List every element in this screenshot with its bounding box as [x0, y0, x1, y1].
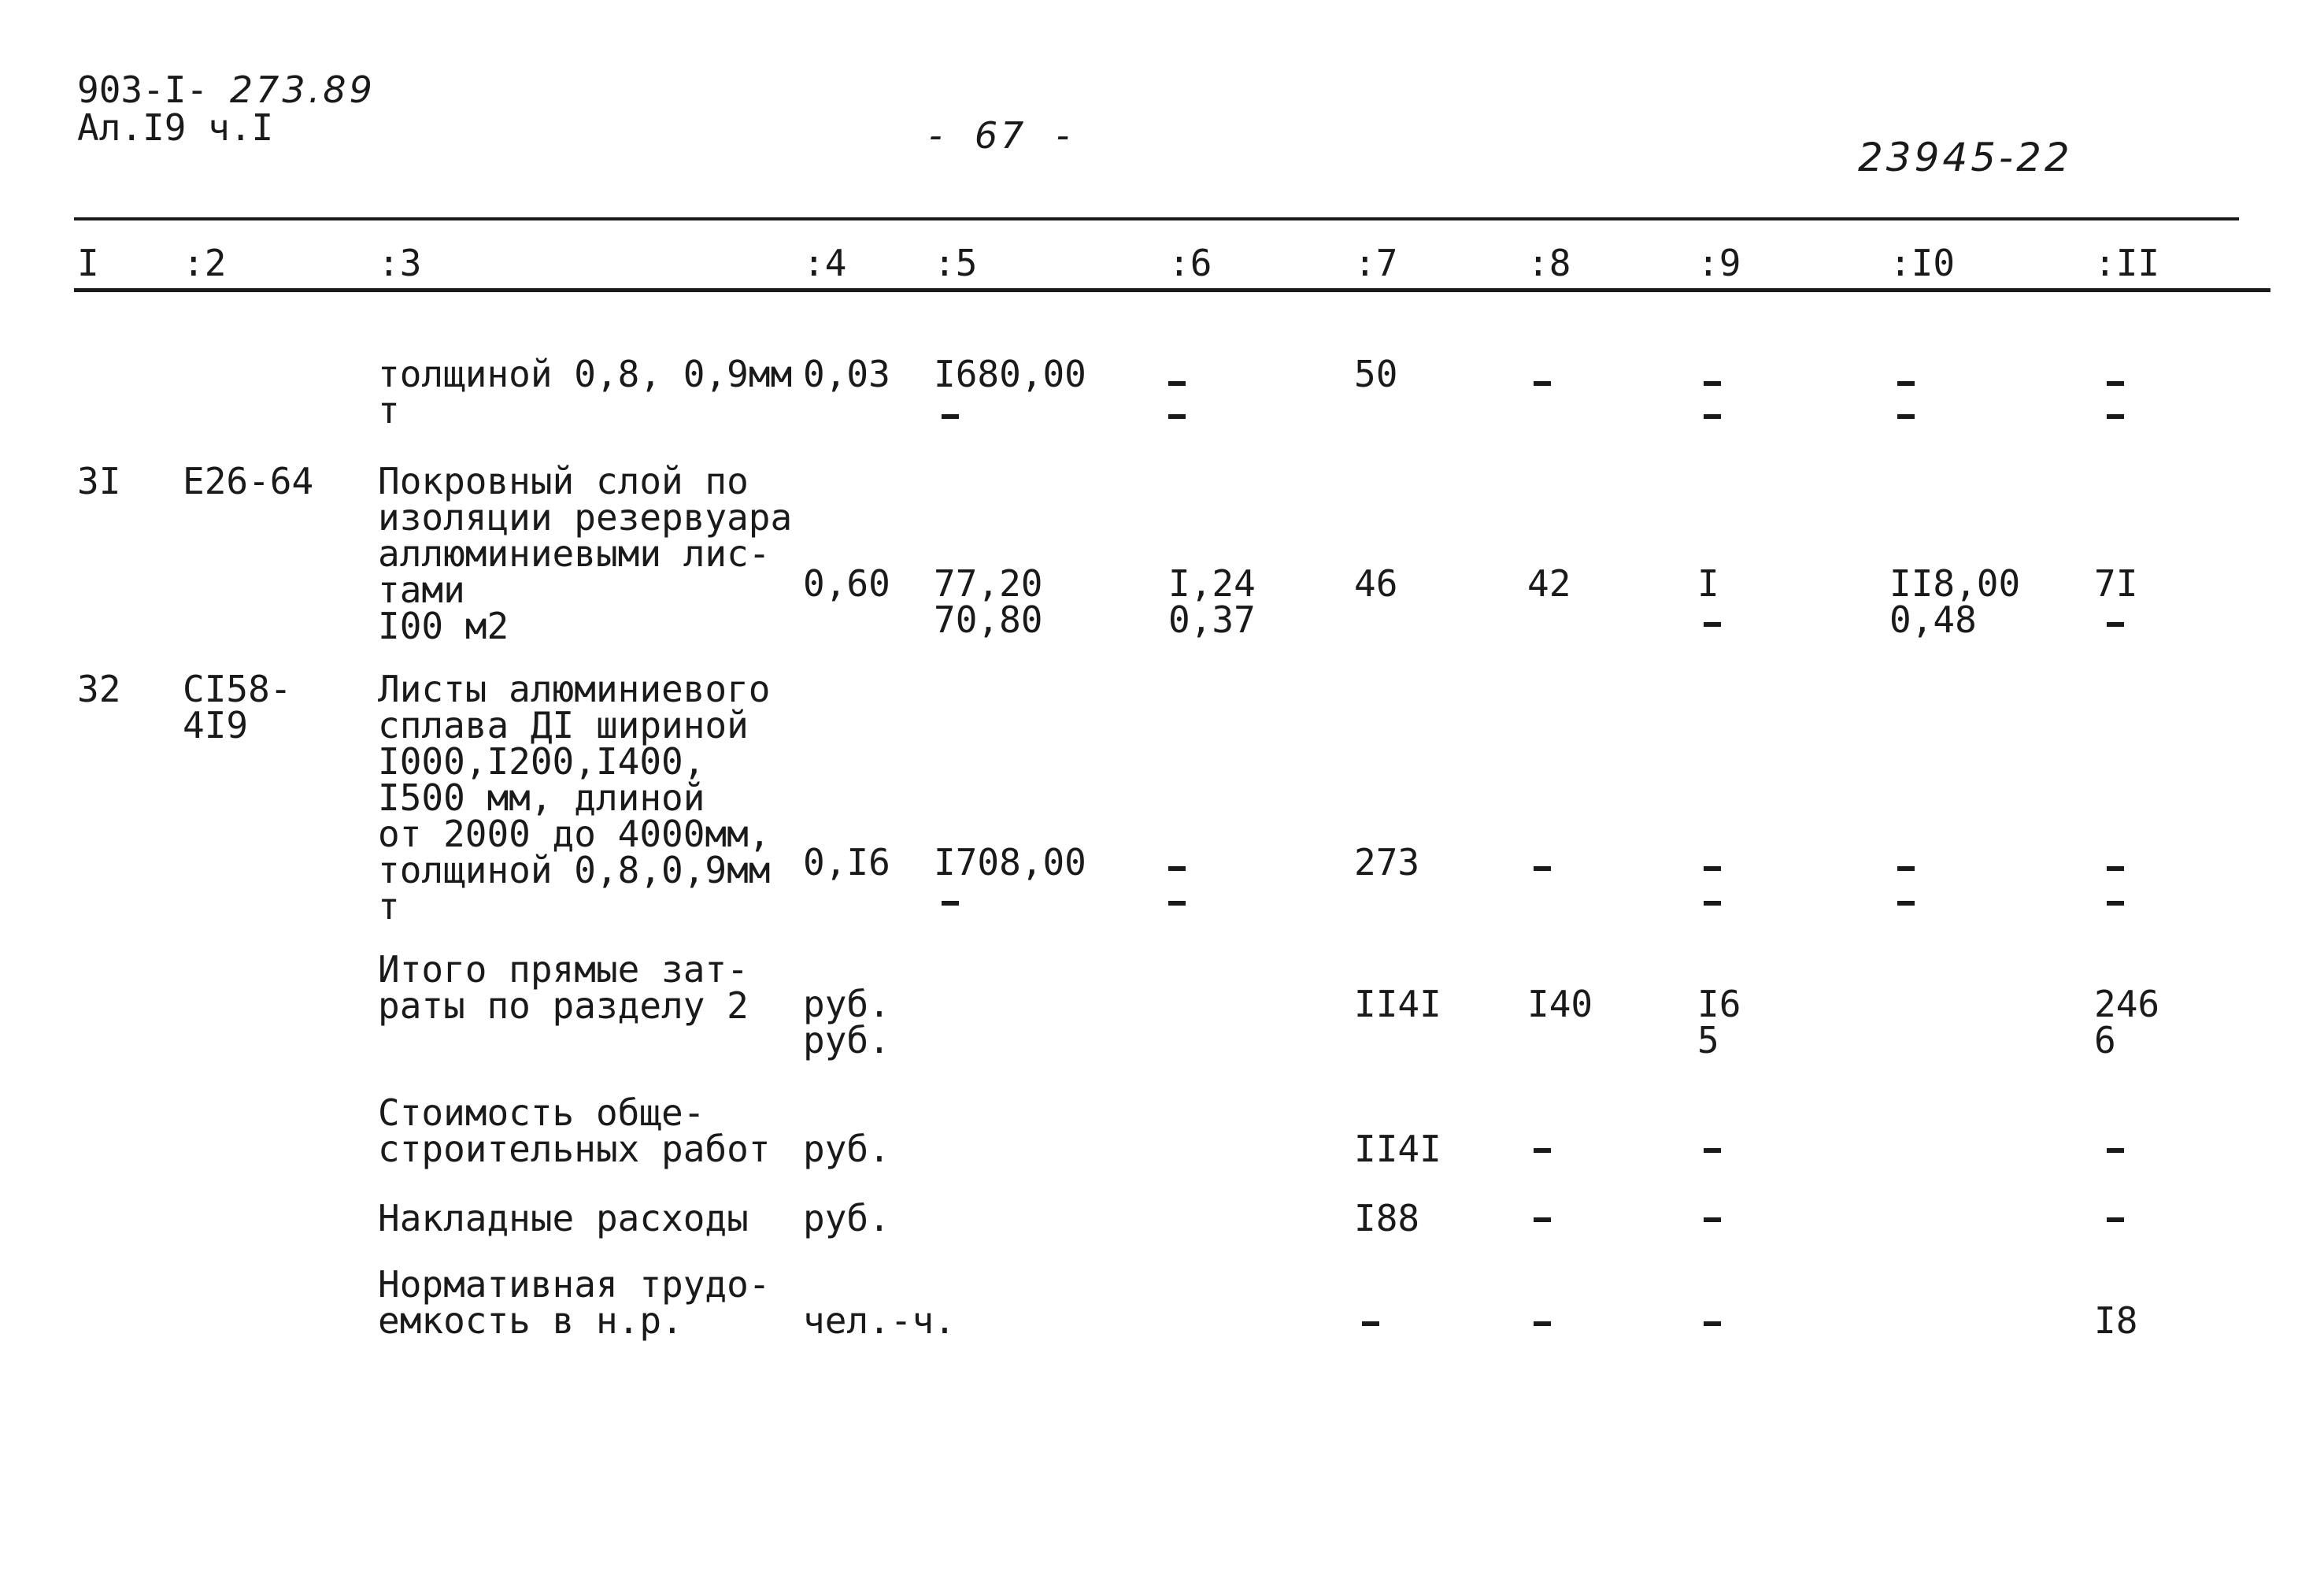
column-header-3: :3: [378, 242, 422, 284]
column-header-9: :9: [1697, 242, 1741, 284]
column-header-5: :5: [934, 242, 978, 284]
column-header-8: :8: [1527, 242, 1571, 284]
archive-number: 23945-22: [1858, 135, 2073, 180]
row-description: Итого прямые зат- раты по разделу 2: [378, 948, 749, 1027]
row-description: Нормативная трудо- емкость в н.р.: [378, 1263, 771, 1342]
row-quantity: 0,60: [803, 562, 890, 605]
column-header-7: :7: [1354, 242, 1398, 284]
row-quantity: 0,03: [803, 353, 890, 395]
row-description: толщиной 0,8, 0,9мм т: [378, 353, 793, 432]
row-col8: I40: [1527, 983, 1593, 1025]
row-code: СI58- 4I9: [183, 668, 292, 747]
row-unit-cost: 77,20 70,80: [934, 562, 1043, 641]
row-unit: руб. руб.: [803, 983, 890, 1061]
row-col10: II8,00 0,48: [1889, 562, 2021, 641]
row-col11: I8: [2094, 1299, 2138, 1342]
column-header-11: :II: [2094, 242, 2160, 284]
table-header-rule: [74, 288, 2270, 292]
document-code-print: 903-I-: [77, 69, 230, 111]
row-total-cost: 50: [1354, 353, 1398, 395]
row-col11: 246 6: [2094, 983, 2160, 1061]
column-header-6: :6: [1168, 242, 1212, 284]
row-total-cost: II4I: [1354, 983, 1441, 1025]
row-col6: I,24 0,37: [1168, 562, 1256, 641]
row-code: Е26-64: [183, 460, 314, 502]
row-description: Покровный слой по изоляции резервуара аллюминиевыми лис- тами I00 м2: [378, 460, 793, 647]
row-number: 3I: [77, 460, 121, 502]
row-total-cost: 46: [1354, 562, 1398, 605]
row-quantity: 0,I6: [803, 841, 890, 884]
row-total-cost: II4I: [1354, 1128, 1441, 1170]
table-top-rule: [74, 217, 2239, 220]
row-unit: руб.: [803, 1197, 890, 1239]
row-unit-cost: I708,00: [934, 841, 1086, 884]
column-header-1: I: [77, 242, 99, 284]
row-unit: чел.-ч.: [803, 1299, 956, 1342]
row-total-cost: I88: [1354, 1197, 1420, 1239]
column-header-2: :2: [183, 242, 227, 284]
row-description: Накладные расходы: [378, 1197, 749, 1239]
row-total-cost: 273: [1354, 841, 1420, 884]
row-number: 32: [77, 668, 121, 710]
document-code-handwritten: 273.89: [229, 69, 376, 111]
column-header-4: :4: [803, 242, 847, 284]
document-code: [77, 69, 376, 111]
row-col8: 42: [1527, 562, 1571, 605]
page-number: - 67 -: [929, 114, 1073, 157]
row-col9: I: [1697, 562, 1719, 605]
row-col9: I6 5: [1697, 983, 1741, 1061]
column-header-10: :I0: [1889, 242, 1956, 284]
sheet-reference: Ал.I9 ч.I: [77, 106, 274, 149]
row-unit-cost: I680,00: [934, 353, 1086, 395]
row-description: Листы алюминиевого сплава ДI шириной I000,I200,I400, I500 мм, длиной от 2000 до 4000мм, толщиной 0,8,0,9мм т: [378, 668, 771, 928]
row-col11: 7I: [2094, 562, 2138, 605]
row-unit: руб.: [803, 1128, 890, 1170]
row-description: Стоимость обще- строительных работ: [378, 1091, 771, 1170]
